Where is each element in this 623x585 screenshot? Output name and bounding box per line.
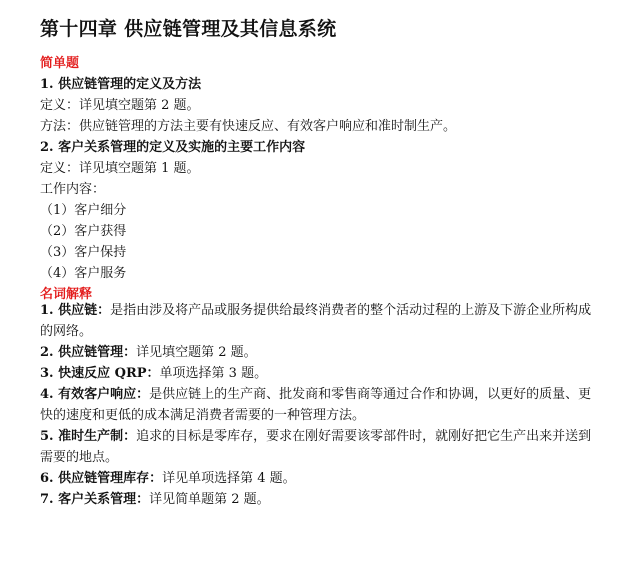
term-entry	[40, 384, 596, 426]
question-2-definition: 定义：详见填空题第 1 题。	[40, 161, 200, 176]
question-1-definition: 定义：详见填空题第 2 题。	[40, 98, 200, 113]
term-separator: ：	[97, 303, 111, 318]
section-heading-terms: 名词解释	[40, 287, 93, 302]
question-1-method: 方法：供应链管理的方法主要有快速反应、有效客户响应和准时制生产。	[40, 119, 457, 134]
term-name: 2. 供应链管理	[40, 345, 124, 360]
term-entry	[40, 363, 596, 384]
term-entry	[40, 300, 596, 342]
term-text: 追求的目标是零库存，要求在刚好需要该零部件时，就刚好把它生产出来并送到需要的地点。	[40, 429, 592, 465]
work-item: （1）客户细分	[40, 203, 127, 218]
term-text: 详见单项选择第 4 题。	[162, 471, 296, 486]
term-separator: ：	[123, 429, 137, 444]
term-name: 5. 准时生产制	[40, 429, 124, 444]
term-name: 4. 有效客户响应	[40, 387, 137, 402]
question-2-work-label: 工作内容：	[40, 182, 106, 197]
term-text: 是供应链上的生产商、批发商和零售商等通过合作和协调，以更好的质量、更快的速度和更低的成本满足消费者需要的一种管理方法。	[40, 387, 592, 423]
section-heading-short-answer: 简单题	[40, 56, 80, 71]
term-entry	[40, 468, 596, 489]
term-text: 详见填空题第 2 题。	[136, 345, 257, 360]
term-separator: ：	[136, 492, 150, 507]
work-item: （2）客户获得	[40, 224, 127, 239]
term-text: 是指由涉及将产品或服务提供给最终消费者的整个活动过程的上游及下游企业所构成的网络。	[40, 303, 592, 339]
term-separator: ：	[136, 387, 150, 402]
term-name: 1. 供应链	[40, 303, 98, 318]
chapter-title: 第十四章 供应链管理及其信息系统	[40, 18, 337, 40]
term-name: 3. 快速反应 QRP	[40, 366, 147, 381]
term-text: 单项选择第 3 题。	[159, 366, 268, 381]
term-separator: ：	[149, 471, 163, 486]
work-item: （4）客户服务	[40, 266, 127, 281]
term-name: 7. 客户关系管理	[40, 492, 137, 507]
question-1-title: 1. 供应链管理的定义及方法	[40, 77, 202, 92]
work-item: （3）客户保持	[40, 245, 127, 260]
term-entry	[40, 489, 596, 510]
term-text: 详见简单题第 2 题。	[149, 492, 270, 507]
question-2-title: 2. 客户关系管理的定义及实施的主要工作内容	[40, 140, 306, 155]
term-entry	[40, 342, 596, 363]
term-separator: ：	[146, 366, 160, 381]
term-name: 6. 供应链管理库存	[40, 471, 150, 486]
term-separator: ：	[123, 345, 137, 360]
term-entry	[40, 426, 596, 468]
